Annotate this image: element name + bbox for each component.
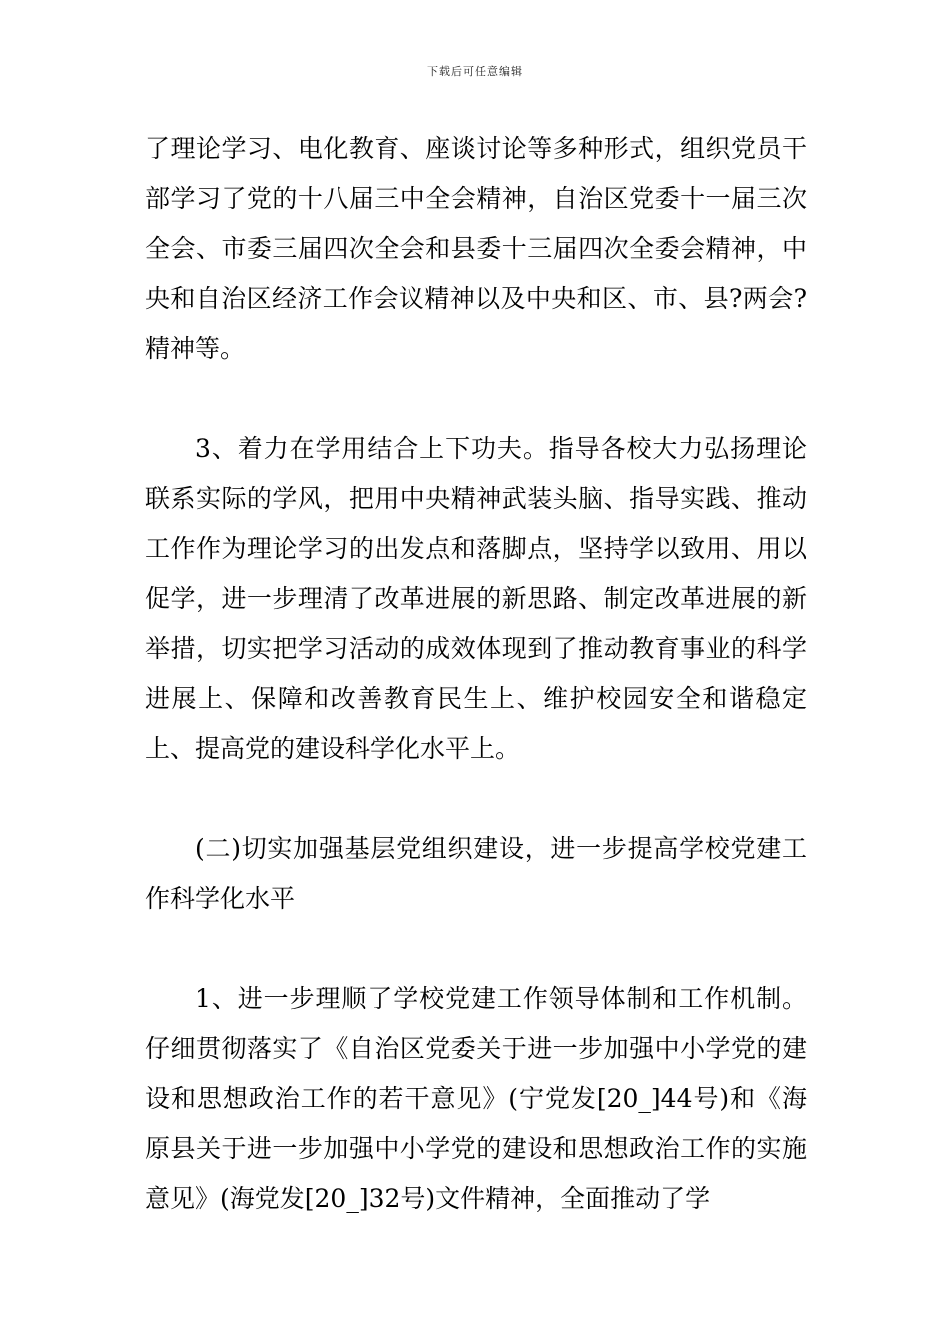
paragraph-gap bbox=[145, 374, 807, 424]
paragraph-gap bbox=[145, 774, 807, 824]
document-body bbox=[145, 124, 807, 1224]
paragraph-study-application: 3、着力在学用结合上下功夫。指导各校大力弘扬理论联系实际的学风，把用中央精神武装头脑、指导实践、推动工作作为理论学习的出发点和落脚点，坚持学以致用、用以促学，进一步理清了改革进展的新思路、制定改革进展的新举措，切实把学习活动的成效体现到了推动教育事业的科学进展上、保障和改善教育民生上、维护校园安全和谐稳定上、提高党的建设科学化水平上。 bbox=[145, 434, 807, 763]
paragraph-leadership-mechanism: 1、进一步理顺了学校党建工作领导体制和工作机制。仔细贯彻落实了《自治区党委关于进一步加强中小学党的建设和思想政治工作的若干意见》(宁党发[20_]44号)和《海原县关于进一步加强中小学党的建设和思想政治工作的实施意见》(海党发[20_]32号)文件精神，全面推动了学 bbox=[145, 984, 807, 1213]
paragraph-gap bbox=[145, 924, 807, 974]
section-heading-party-building: (二)切实加强基层党组织建设，进一步提高学校党建工作科学化水平 bbox=[145, 834, 807, 913]
page-header-note: 下载后可任意编辑 bbox=[427, 65, 523, 78]
paragraph-study-forms: 了理论学习、电化教育、座谈讨论等多种形式，组织党员干部学习了党的十八届三中全会精神，自治区党委十一届三次全会、市委三届四次全会和县委十三届四次全委会精神，中央和自治区经济工作会议精神以及中央和区、市、县?两会?精神等。 bbox=[145, 134, 807, 363]
